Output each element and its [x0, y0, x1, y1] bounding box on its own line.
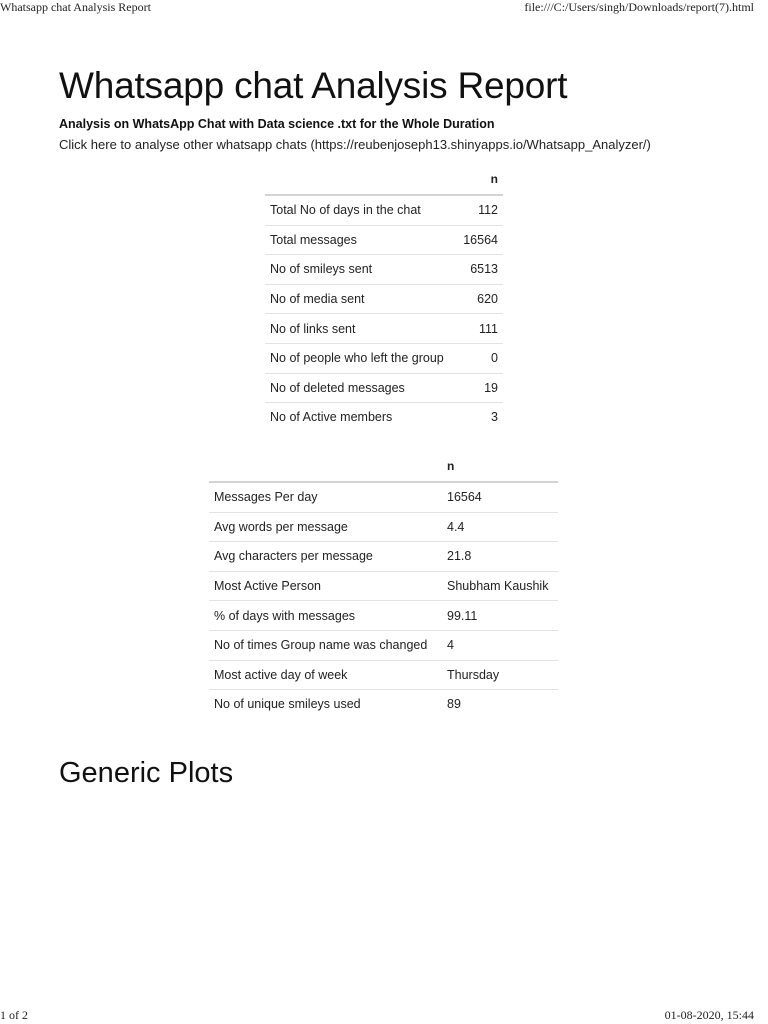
table-row [265, 255, 503, 285]
row-label: No of times Group name was changed [209, 630, 442, 660]
table-row [209, 512, 558, 542]
row-value: 620 [458, 284, 503, 314]
row-label: Avg words per message [209, 512, 442, 542]
row-value: 111 [458, 314, 503, 344]
row-value: 6513 [458, 255, 503, 285]
table-row [265, 403, 503, 432]
table-row [209, 571, 558, 601]
row-label: No of smileys sent [265, 255, 458, 285]
print-footer [0, 1008, 768, 1024]
table-row [265, 195, 503, 225]
row-value: 16564 [442, 482, 558, 512]
table-row [265, 284, 503, 314]
page-counter: 1 of 2 [0, 1008, 28, 1022]
row-label: No of media sent [265, 284, 458, 314]
chat-metrics-table [209, 451, 558, 719]
table-row [209, 660, 558, 690]
table-header-row [209, 451, 558, 482]
table-header-label [209, 451, 442, 482]
row-label: Most active day of week [209, 660, 442, 690]
row-label: No of Active members [270, 410, 393, 425]
row-label: Total No of days in the chat [265, 195, 458, 225]
row-value: 21.8 [442, 542, 558, 572]
row-value: Shubham Kaushik [442, 571, 558, 601]
table-row [209, 630, 558, 660]
row-value: 99.11 [442, 601, 558, 631]
row-label: Avg characters per message [209, 542, 442, 572]
table-header-label [265, 164, 458, 195]
print-header [0, 0, 768, 16]
table-row [265, 343, 503, 373]
table-row [209, 690, 558, 719]
report-title: Whatsapp chat Analysis Report [59, 65, 568, 106]
row-label: Total messages [265, 225, 458, 255]
row-label: % of days with messages [209, 601, 442, 631]
section-title-generic-plots: Generic Plots [59, 757, 234, 789]
row-label: Most Active Person [209, 571, 442, 601]
table-row [265, 225, 503, 255]
row-value: 4 [442, 630, 558, 660]
row-label: Messages Per day [209, 482, 442, 512]
chat-summary-table [265, 164, 503, 432]
analyzer-link[interactable]: Click here to analyse other whatsapp chats (https://reubenjoseph13.shinyapps.io/Whatsapp_Analyzer/) [59, 137, 651, 152]
row-value: 112 [458, 195, 503, 225]
table-row [209, 601, 558, 631]
print-header-title: Whatsapp chat Analysis Report [0, 0, 151, 14]
row-label: No of links sent [265, 314, 458, 344]
table-header-row [265, 164, 503, 195]
row-label: No of unique smileys used [214, 697, 361, 712]
row-value: 89 [447, 697, 461, 712]
row-value: 3 [491, 410, 498, 425]
row-label: No of deleted messages [265, 373, 458, 403]
row-label: No of people who left the group [265, 343, 458, 373]
row-value: 0 [458, 343, 503, 373]
print-header-url: file:///C:/Users/singh/Downloads/report(7).html [524, 0, 754, 14]
table-row [209, 482, 558, 512]
table-row [265, 314, 503, 344]
table-row [265, 373, 503, 403]
table-header-n: n [442, 451, 558, 482]
table-row [209, 542, 558, 572]
row-value: 19 [458, 373, 503, 403]
report-subtitle: Analysis on WhatsApp Chat with Data science .txt for the Whole Duration [59, 117, 495, 131]
row-value: 4.4 [442, 512, 558, 542]
print-timestamp: 01-08-2020, 15:44 [664, 1008, 754, 1022]
row-value: Thursday [442, 660, 558, 690]
table-header-n: n [458, 164, 503, 195]
row-value: 16564 [458, 225, 503, 255]
